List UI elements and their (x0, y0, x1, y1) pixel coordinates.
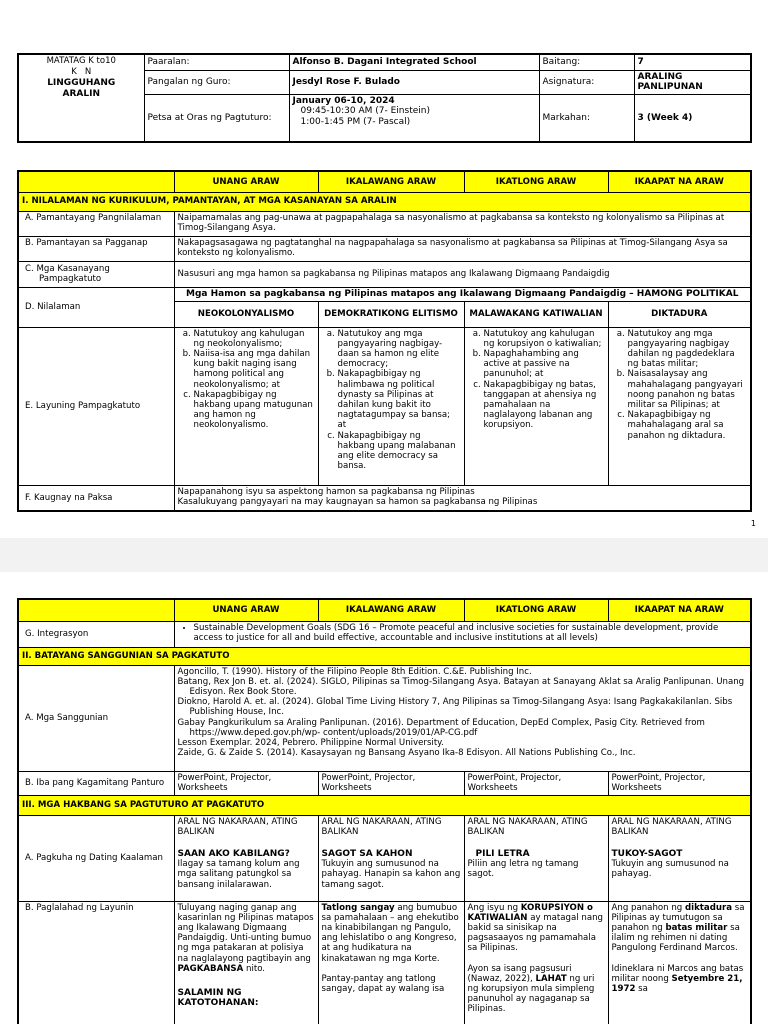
objective-item: a. Natutukoy ang kahulugan ng neokolonyalismo; (194, 329, 315, 349)
objectives-day-4 (608, 327, 751, 485)
date-value: January 06-10, 2024 (292, 95, 395, 106)
activity-title: SAGOT SA KAHON (321, 848, 413, 859)
date-label: Petsa at Oras ng Pagtuturo: (144, 94, 289, 142)
topic-cell: MALAWAKANG KATIWALIAN (464, 301, 608, 327)
section-heading: III. MGA HAKBANG SA PAGTUTURO AT PAGKATUTO (18, 795, 751, 815)
subject-label: Asignatura: (539, 70, 634, 94)
learning-competency: Nasusuri ang mga hamon sa pagkabansa ng Pilipinas matapos ang Ikalawang Digmaang Pandaigdig (174, 261, 751, 287)
objectives-day-1 (174, 327, 318, 485)
content-title: Mga Hamon sa pagkabansa ng Pilipinas matapos ang Ikalawang Digmaang Pandaigdig – HAMONG POLITIKAL (174, 287, 751, 301)
seal-text: K (71, 67, 77, 77)
row-label: A. Mga Sanggunian (18, 665, 174, 771)
school-value: Alfonso B. Dagani Integrated School (289, 54, 539, 70)
objective-item: c. Nakapagbibigay ng hakbang upang matugunan ang hamon ng neokolonyalismo. (194, 390, 315, 431)
materials-cell: PowerPoint, Projector, Worksheets (318, 771, 464, 795)
review-day-3 (464, 815, 608, 901)
objective-item: a. Natutukoy ang mga pangyayaring nagbigay-daan sa hamon ng elite democracy; (338, 329, 461, 370)
teacher-value: Jesdyl Rose F. Bulado (289, 70, 539, 94)
row-label: A. Pamantayang Pangnilalaman (18, 211, 174, 236)
intro-text: sa Pilipinas ay tumutugon sa panahon ng (611, 902, 745, 933)
lesson-table (17, 598, 752, 1024)
intro-emphasis: KORUPSIYON o KATIWALIAN (467, 902, 593, 923)
intro-text: sa (638, 983, 648, 994)
materials-cell: PowerPoint, Projector, Worksheets (174, 771, 318, 795)
related-topics (174, 485, 751, 511)
quarter-value: 3 (Week 4) (634, 94, 751, 142)
review-day-4 (608, 815, 751, 901)
reference-item: Lesson Exemplar. 2024, Pebrero. Philippine Normal University. (177, 737, 444, 748)
section-heading: II. BATAYANG SANGGUNIAN SA PAGKATUTO (18, 647, 751, 665)
teacher-label: Pangalan ng Guro: (144, 70, 289, 94)
intro-emphasis: diktadura (684, 902, 732, 913)
page-number: 1 (750, 519, 756, 528)
intro-paragraph (612, 903, 748, 954)
intro-text: nito. (246, 963, 266, 974)
reference-item: Batang, Rex Jon B. et. al. (2024). SIGLO, Pilipinas sa Timog-Silangang Asya. Batayan at Sanayang Aklat sa Aralig Panlipunan. Unang Edisyon. Rex Book Store. (177, 676, 745, 697)
header-table (17, 53, 752, 143)
objective-intro-day-1 (174, 901, 318, 1024)
topic-cell: NEOKOLONYALISMO (174, 301, 318, 327)
objective-item: b. Nakapagbibigay ng halimbawa ng political dynasty sa Pilipinas at dahilan kung bakit ito nagtatagumpay sa bansa; at (338, 369, 461, 430)
section-heading: I. NILALAMAN NG KURIKULUM, PAMANTAYAN, AT MGA KASANAYAN SA ARALIN (18, 192, 751, 211)
seal-text: N (84, 67, 92, 77)
objectives-day-2 (318, 327, 464, 485)
row-label: B. Iba pang Kagamitang Panturo (18, 771, 174, 795)
related-topic: Napapanahong isyu sa aspektong hamon sa pagkabansa ng Pilipinas (177, 486, 475, 497)
intro-emphasis: PAGKABANSA (177, 963, 244, 974)
objectives-day-3 (464, 327, 608, 485)
reference-item: Gabay Pangkurikulum sa Araling Panlipunan. (2016). Department of Education, DepEd Complex, Pasig City. Retrieved from https://www.deped.gov.ph/wp- content/uploads/2019/01/AP-CG.pdf (177, 717, 705, 738)
content-standard: Naipamamalas ang pag-unawa at pagpapahalaga sa nasyonalismo at pagkabansa sa konteksto ng kolonyalismo sa Pilipinas at Timog-Silangang Asya. (174, 211, 751, 236)
time-slot: 09:45-10:30 AM (7- Einstein) (300, 106, 430, 116)
doc-type-title: LINGGUHANG (47, 78, 116, 88)
objective-item: c. Nakapagbibigay ng hakbang upang malabanan ang elite democracy sa bansa. (338, 431, 461, 472)
intro-emphasis: Tatlong sangay (321, 902, 395, 913)
intro-paragraph (612, 964, 748, 995)
intro-text: Ang isyu ng (467, 902, 519, 913)
intro-paragraph (322, 903, 461, 964)
quarter-label: Markahan: (539, 94, 634, 142)
day-header: UNANG ARAW (174, 171, 318, 192)
objective-intro-day-4 (608, 901, 751, 1024)
curriculum-table (17, 170, 752, 512)
objective-item: c. Nakapagbibigay ng batas, tanggapan at ahensiya ng pamahalaan na naglalayong labanan ang korupsiyon. (484, 380, 605, 431)
row-label: F. Kaugnay na Paksa (18, 485, 174, 511)
intro-text: Pantay-pantay ang tatlong sangay, dapat ay walang isa (321, 973, 445, 994)
intro-paragraph (468, 964, 605, 1015)
objective-item: a. Natutukoy ang kahulugan ng korupsiyon o katiwalian; (484, 329, 605, 349)
topic-cell: DIKTADURA (608, 301, 751, 327)
activity-text: Tukuyin ang sumusunod na pahayag. Hanapin sa kahon ang tamang sagot. (321, 859, 461, 890)
intro-text: Tuluyang naging ganap ang kasarinlan ng Pilipinas matapos ang Ikalawang Digmaang Pandaigdig. Unti-unting bumuo ng mga patakaran at polisiya na naglalayong pagtibayin ang (177, 902, 314, 964)
related-topic: Kasalukuyang pangyayari na may kaugnayan sa hamon sa pagkabansa ng Pilipinas (177, 496, 538, 507)
activity-text: Tukuyin ang sumusunod na pahayag. (611, 859, 729, 880)
reference-item: Diokno, Harold A. et. al. (2024). Global Time Living History 7, Ang Pilipinas sa Timog-Silangang Asya: Isang Pagkakakilanlan. Sibs Publishing House, Inc. (177, 697, 733, 718)
day-header: IKAAPAT NA ARAW (608, 599, 751, 621)
intro-paragraph (468, 903, 605, 954)
activity-title: TUKOY-SAGOT (611, 848, 683, 859)
integration-text: • Sustainable Development Goals (SDG 16 – Promote peaceful and inclusive societies for sustainable development, provide access to justice for all and build effective, accountable and inclusive institutions at all levels) (194, 623, 748, 643)
intro-text: ang bumubuo sa pamahalaan – ang ehekutibo na kinabibilangan ng Pangulo, ang lehislatibo o ang Kongreso, at ang hudikatura na kinakatawan ng mga Korte. (321, 902, 459, 964)
doc-type-title: ARALIN (62, 89, 100, 99)
seal-text: MATATAG (46, 56, 86, 66)
intro-text: Ang panahon ng (611, 902, 683, 913)
intro-text: ay matagal nang bakid sa sinisikap na pagsasaayos ng pamamahala sa Pilipinas. (467, 912, 604, 954)
intro-emphasis: Setyembre 21, 1972 (611, 973, 743, 994)
day-header: UNANG ARAW (174, 599, 318, 621)
row-label: B. Pamantayan sa Pagganap (18, 236, 174, 261)
school-label: Paaralan: (144, 54, 289, 70)
reference-item: Zaide, G. & Zaide S. (2014). Kasaysayan ng Bansang Asyano Ika-8 Edisyon. All Nations Publishing Co., Inc. (177, 748, 636, 759)
seal-text: K to10 (88, 56, 116, 66)
activity-title: PILI LETRA (475, 848, 530, 859)
grade-label: Baitang: (539, 54, 634, 70)
objective-item: b. Napaghahambing ang active at passive na panunuhol; at (484, 349, 605, 380)
page-2 (0, 572, 768, 1024)
activity-text: Piliin ang letra ng tamang sagot. (467, 859, 579, 880)
grade-value: 7 (634, 54, 751, 70)
day-header: IKATLONG ARAW (464, 171, 608, 192)
day-header: IKAAPAT NA ARAW (608, 171, 751, 192)
intro-text: Ayon sa isang pagsusuri (Nawaz, 2022), (467, 963, 572, 984)
row-label: C. Mga Kasanayang Pampagkatuto (18, 261, 174, 287)
objective-item: a. Natutukoy ang mga pangyayaring nagbigay dahilan ng pagdedeklara ng batas militar; (628, 329, 748, 370)
review-label: ARAL NG NAKARAAN, ATING BALIKAN (611, 816, 732, 837)
objective-item: b. Naiisa-isa ang mga dahilan kung bakit naging isang hamong political ang neokolonyalismo; at (194, 349, 315, 390)
day-header: IKALAWANG ARAW (318, 171, 464, 192)
references-cell (174, 665, 751, 771)
topic-cell: DEMOKRATIKONG ELITISMO (318, 301, 464, 327)
activity-title: SAAN AKO KABILANG? (177, 848, 290, 859)
intro-text: ng uri ng korupsiyon mula simpleng panunuhol ay nagaganap sa Pilipinas. (467, 973, 595, 1015)
review-label: ARAL NG NAKARAAN, ATING BALIKAN (321, 816, 442, 837)
row-label: B. Paglalahad ng Layunin (18, 901, 174, 1024)
objective-item: c. Nakapagbibigay ng mahahalagang aral sa panahon ng diktadura. (628, 410, 748, 441)
day-header: IKALAWANG ARAW (318, 599, 464, 621)
objective-item: b. Naisasalaysay ang mahahalagang pangyayari noong panahon ng batas militar sa Pilipinas; at (628, 369, 748, 410)
intro-text: sa ilalim ng rehimen ni dating Pangulong Ferdinand Marcos. (611, 922, 740, 954)
materials-cell: PowerPoint, Projector, Worksheets (608, 771, 751, 795)
intro-text: Idineklara ni Marcos ang batas militar noong (611, 963, 744, 984)
day-header: IKATLONG ARAW (464, 599, 608, 621)
review-label: ARAL NG NAKARAAN, ATING BALIKAN (177, 816, 298, 837)
row-label: A. Pagkuha ng Dating Kaalaman (18, 815, 174, 901)
reference-item: Agoncillo, T. (1990). History of the Filipino People 8th Edition. C.&E. Publishing Inc. (177, 666, 532, 677)
deped-seal-logo (18, 54, 144, 142)
review-day-1 (174, 815, 318, 901)
intro-emphasis: batas militar (665, 922, 728, 933)
materials-cell: PowerPoint, Projector, Worksheets (464, 771, 608, 795)
review-label: ARAL NG NAKARAAN, ATING BALIKAN (467, 816, 588, 837)
objective-intro-day-2 (318, 901, 464, 1024)
row-label: G. Integrasyon (18, 621, 174, 647)
corner-cell (18, 599, 174, 621)
integration-cell (174, 621, 751, 647)
row-label: E. Layuning Pampagkatuto (18, 327, 174, 485)
date-time-cell (289, 94, 539, 142)
subject-value: ARALING PANLIPUNAN (634, 70, 751, 94)
row-label: D. Nilalaman (18, 287, 174, 327)
intro-emphasis: LAHAT (535, 973, 567, 984)
time-slot: 1:00-1:45 PM (7- Pascal) (300, 116, 411, 127)
review-day-2 (318, 815, 464, 901)
activity-text: Ilagay sa tamang kolum ang mga salitang patungkol sa bansang inilalarawan. (177, 859, 300, 890)
activity-title: SALAMIN NG KATOTOHANAN: (177, 987, 259, 1009)
objective-intro-day-3 (464, 901, 608, 1024)
corner-cell (18, 171, 174, 192)
performance-standard: Nakapagsasagawa ng pagtatanghal na nagpapahalaga sa nasyonalismo at pagkabansa sa Pilipinas at Timog-Silangang Asya sa konteksto ng kolonyalismo. (174, 236, 751, 261)
intro-paragraph (178, 903, 315, 974)
